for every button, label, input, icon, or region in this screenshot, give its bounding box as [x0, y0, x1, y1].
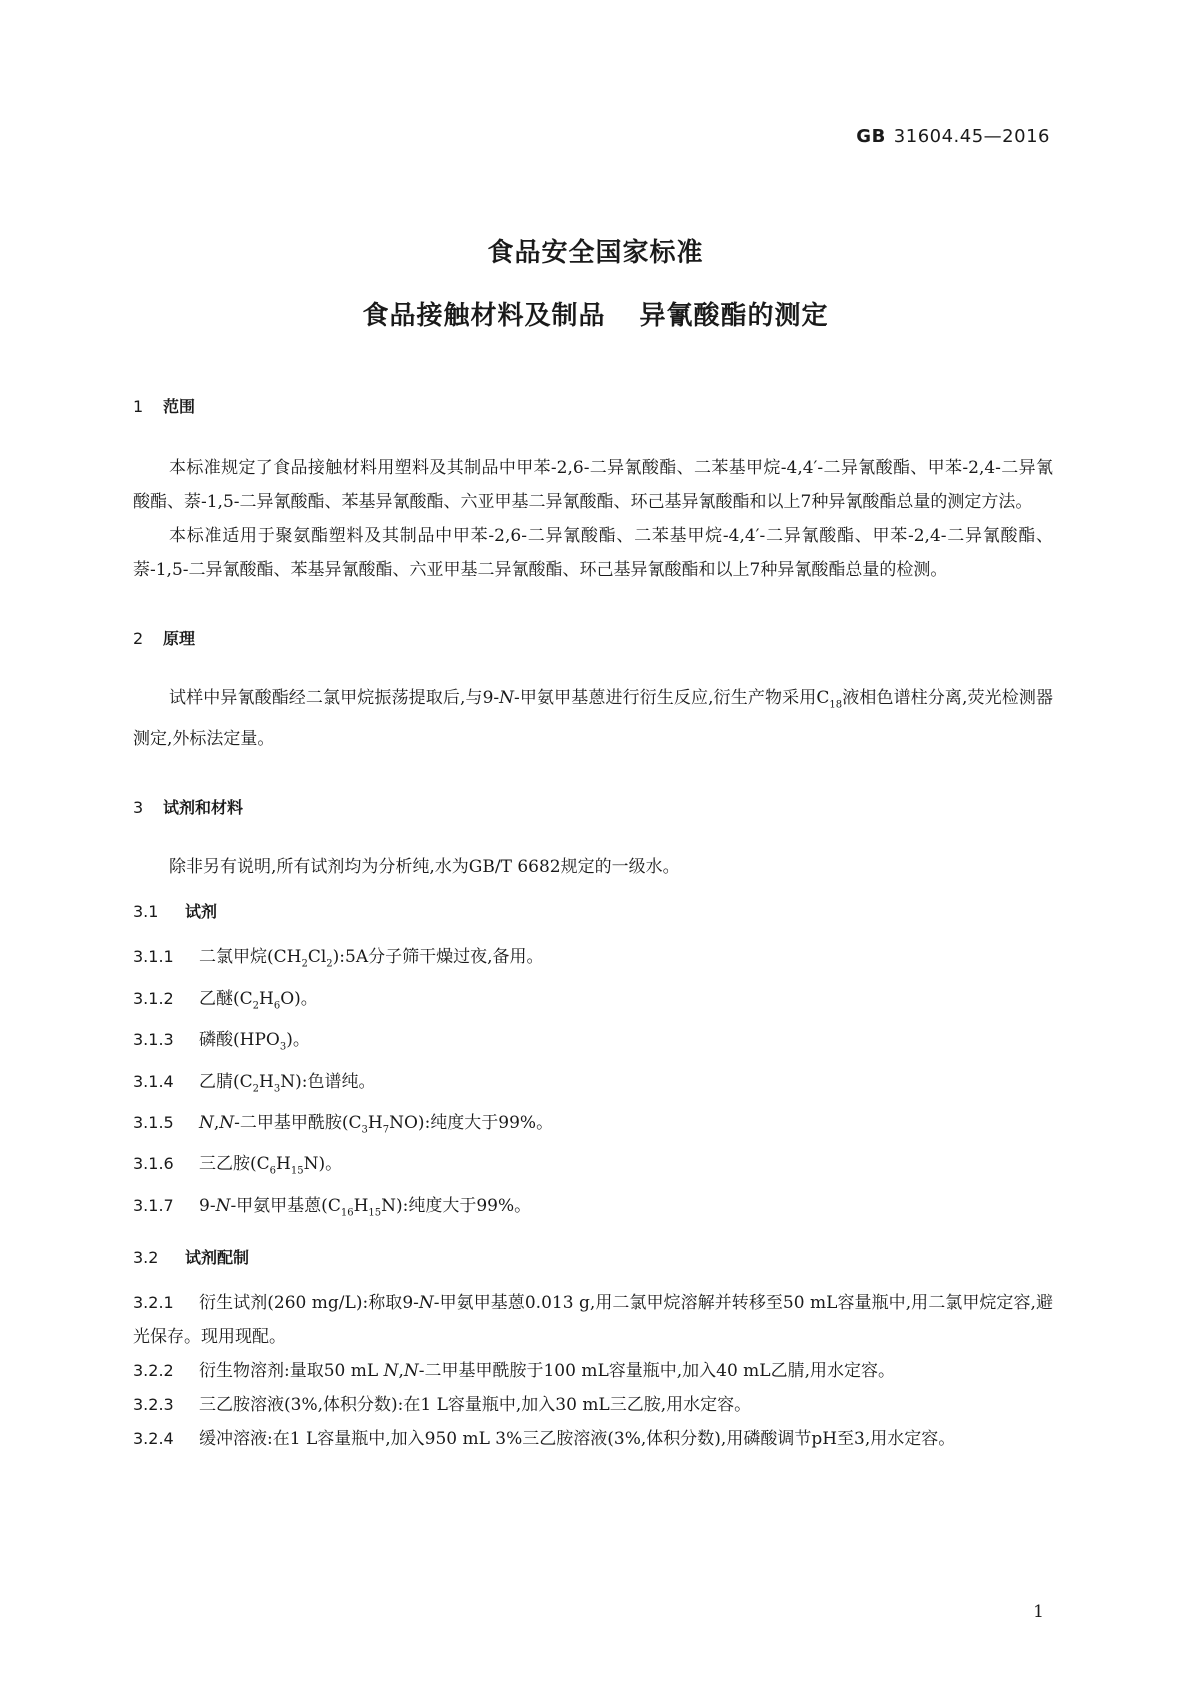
scope-paragraph-1: 本标准规定了食品接触材料用塑料及其制品中甲苯-2,6-二异氰酸酯、二苯基甲烷-4,4′-二异氰酸酯、甲苯-2,4-二异氰酸酯、萘-1,5-二异氰酸酯、苯基异氰酸酯、六亚甲基二异氰酸酯、环己基异氰酸酯和以上7种异氰酸酯总量的测定方法。	[133, 458, 1053, 512]
page-number: 1	[1033, 1602, 1044, 1622]
reagent-item: 3.1.6 三乙胺$(C_6H_{15}N)$。	[133, 1154, 343, 1177]
section-title: 原理	[163, 629, 196, 648]
subsection-heading-3-2	[133, 1246, 1053, 1270]
preparation-item: 3.2.4 缓冲溶液:在1 L容量瓶中,加入950 mL 3%三乙胺溶液(3%,体积分数),用磷酸调节pH至3,用水定容。	[133, 1429, 956, 1450]
subsection-heading-3-1	[133, 900, 1053, 924]
reagent-item: 3.1.7 9-N-甲氨甲基蒽$(C_{16}H_{15}N)$:纯度大于99%。	[133, 1195, 532, 1219]
subsection-number: 3.1	[133, 902, 159, 922]
document-body	[133, 395, 1053, 1456]
principle-paragraph: 试样中异氰酸酯经二氯甲烷振荡提取后,与9-N-甲氨甲基蒽进行衍生反应,衍生产物采用$C_{18}$液相色谱柱分离,荧光检测器测定,外标法定量。	[133, 688, 1054, 750]
section-number: 1	[133, 397, 144, 416]
standard-code-prefix: GB	[856, 126, 886, 147]
section-title: 试剂和材料	[163, 798, 244, 818]
reagent-item: 3.1.2 乙醚$(C_2H_6O)$。	[133, 988, 318, 1012]
standard-code-number: 31604.45—2016	[893, 126, 1050, 147]
standard-code	[856, 126, 1050, 147]
subsection-title: 试剂配制	[185, 1248, 250, 1268]
reagent-item: 3.1.5 N,N-二甲基甲酰胺$(C_3H_7NO)$:纯度大于99%。	[133, 1112, 554, 1136]
reagent-item: 3.1.1 二氯甲烷$(CH_2Cl_2):5A$分子筛干燥过夜,备用。	[133, 947, 544, 970]
reagents-intro-paragraph: 除非另有说明,所有试剂均为分析纯,水为GB/T 6682规定的一级水。	[169, 857, 680, 878]
document-subtitle	[0, 295, 1191, 332]
subtitle-part2: 异氰酸酯的测定	[639, 301, 829, 331]
subtitle-part1: 食品接触材料及制品	[362, 301, 606, 331]
section-number: 2	[133, 629, 144, 648]
section-title: 范围	[163, 397, 196, 416]
preparation-item: 3.2.1 衍生试剂(260 mg/L):称取9-N-甲氨甲基蒽0.013 g,用二氯甲烷溶解并转移至50 mL容量瓶中,用二氯甲烷定容,避光保存。现用现配。	[133, 1293, 1053, 1348]
subsection-title: 试剂	[185, 902, 218, 922]
preparation-item: 3.2.2 衍生物溶剂:量取50 mL N,N-二甲基甲酰胺于100 mL容量瓶中,加入40 mL乙腈,用水定容。	[133, 1361, 895, 1382]
section-heading-1	[133, 395, 1053, 419]
section-heading-2	[133, 627, 1053, 651]
reagent-item: 3.1.3 磷酸$(HPO_3)$。	[133, 1030, 310, 1053]
section-number: 3	[133, 798, 144, 818]
preparation-item: 3.2.3 三乙胺溶液(3%,体积分数):在1 L容量瓶中,加入30 mL三乙胺,用水定容。	[133, 1395, 752, 1416]
subsection-number: 3.2	[133, 1248, 159, 1268]
reagent-item: 3.1.4 乙腈$(C_2H_3N)$:色谱纯。	[133, 1071, 376, 1094]
scope-paragraph-2: 本标准适用于聚氨酯塑料及其制品中甲苯-2,6-二异氰酸酯、二苯基甲烷-4,4′-二异氰酸酯、甲苯-2,4-二异氰酸酯、萘-1,5-二异氰酸酯、苯基异氰酸酯、六亚甲基二异氰酸酯、环己基异氰酸酯和以上7种异氰酸酯总量的检测。	[133, 526, 1053, 580]
document-title: 食品安全国家标准	[487, 238, 704, 268]
section-heading-3	[133, 796, 1053, 820]
